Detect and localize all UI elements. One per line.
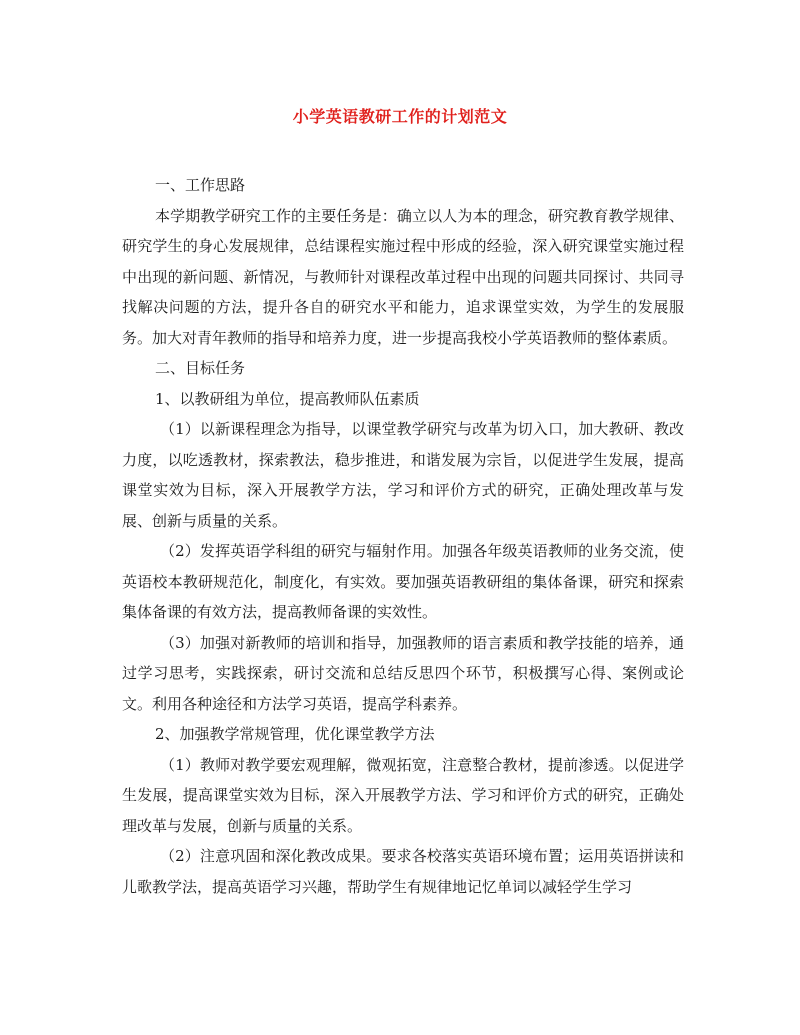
subsection-heading-1: 1、以教研组为单位，提高教师队伍素质 — [155, 389, 420, 408]
list-item-1-2: （2）发挥英语学科组的研究与辐射作用。加强各年级英语教师的业务交流，使英语校本教研规范化，制度化，有实效。要加强英语教研组的集体备课，研究和探索集体备课的有效方法，提高教师备课的实效性。 — [122, 542, 684, 621]
subsection-heading-2: 2、加强教学常规管理，优化课堂教学方法 — [155, 725, 435, 743]
document-body — [122, 170, 684, 902]
section-heading-2: 二、目标任务 — [155, 359, 246, 377]
section-heading-1: 一、工作思路 — [155, 176, 246, 194]
list-item-1-1: （1）以新课程理念为指导，以课堂教学研究与改革为切入口，加大教研、教改力度，以吃透教材，探索教法，稳步推进，和谐发展为宗旨，以促进学生发展，提高课堂实效为目标，深入开展教学方法，学习和评价方式的研究，正确处理改革与发展、创新与质量的关系。 — [122, 420, 684, 530]
paragraph-work-ideas: 本学期教学研究工作的主要任务是：确立以人为本的理念，研究教育教学规律、研究学生的身心发展规律，总结课程实施过程中形成的经验，深入研究课堂实施过程中出现的新问题、新情况，与教师针对课程改革过程中出现的问题共同探讨、共同寻找解决问题的方法，提升各自的研究水平和能力，追求课堂实效，为学生的发展服务。加大对青年教师的指导和培养力度，进一步提高我校小学英语教师的整体素质。 — [122, 206, 684, 347]
document-title: 小学英语教研工作的计划范文 — [292, 107, 508, 126]
list-item-1-3: （3）加强对新教师的培训和指导，加强教师的语言素质和教学技能的培养，通过学习思考，实践探索，研讨交流和总结反思四个环节，积极撰写心得、案例或论文。利用各种途径和方法学习英语，提高学科素养。 — [122, 633, 684, 713]
list-item-2-1: （1）教师对教学要宏观理解，微观拓宽，注意整合教材，提前渗透。以促进学生发展，提高课堂实效为目标，深入开展教学方法、学习和评价方式的研究，正确处理改革与发展，创新与质量的关系。 — [122, 755, 684, 835]
list-item-2-2: （2）注意巩固和深化教改成果。要求各校落实英语环境布置；运用英语拼读和儿歌教学法，提高英语学习兴趣，帮助学生有规律地记忆单词以减轻学生学习 — [122, 847, 684, 896]
